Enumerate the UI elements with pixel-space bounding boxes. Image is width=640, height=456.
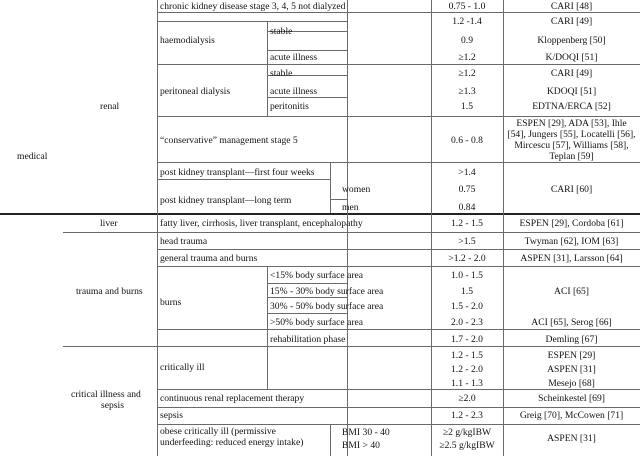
table-cell: Teplan [59] <box>549 151 594 162</box>
table-cell: <15% body surface area <box>270 270 364 281</box>
table-cell: CARI [49] <box>550 68 593 79</box>
table-cell: post kidney transplant—long term <box>160 195 292 206</box>
table-rule-h <box>157 329 640 330</box>
table-rule-h <box>157 266 640 267</box>
table-cell: general trauma and burns <box>160 253 258 264</box>
table-cell: burns <box>160 297 182 308</box>
table-rule-h <box>330 199 347 200</box>
table-rule-h <box>157 407 640 408</box>
table-cell: Mesejo [68] <box>548 378 595 389</box>
table-rule-h <box>157 424 640 425</box>
table-cell: 1.7 - 2.0 <box>451 334 483 345</box>
table-cell: ≥2.0 <box>458 393 476 404</box>
table-cell: ACI [65], Serog [66] <box>531 317 612 328</box>
table-cell: >1.5 <box>458 236 476 247</box>
table-cell: 1.2 - 2.3 <box>451 410 483 421</box>
table-rule-v <box>267 266 268 346</box>
table-cell: 1.1 - 1.3 <box>451 378 483 389</box>
table-cell: 1.0 - 1.5 <box>451 270 483 281</box>
table-rule-h <box>157 12 640 13</box>
table-cell: ASPEN [31] <box>547 433 596 444</box>
table-cell: 0.75 - 1.0 <box>448 1 486 12</box>
table-cell: 1.2 - 2.0 <box>451 364 483 375</box>
table-cell: ESPEN [29] <box>547 350 596 361</box>
table-rule-v <box>330 424 331 456</box>
table-cell: CARI [49] <box>550 16 593 27</box>
table-cell: Greig [70], McCowen [71] <box>519 410 624 421</box>
table-rule-v <box>267 346 268 389</box>
table-cell: sepsis <box>101 400 124 411</box>
table-cell: stable <box>270 26 293 37</box>
table-rule-h <box>267 297 347 298</box>
table-cell: CARI [48] <box>550 1 593 12</box>
table-cell: Demling [67] <box>545 334 598 345</box>
table-rule-v <box>267 21 268 64</box>
table-cell: Kloppenberg [50] <box>537 35 606 46</box>
table-cell: sepsis <box>160 410 183 421</box>
table-rule-h <box>157 21 347 22</box>
table-cell: head trauma <box>160 236 208 247</box>
table-cell: 1.2 - 1.5 <box>451 350 483 361</box>
table-cell: BMI > 40 <box>342 440 380 451</box>
table-cell: 0.6 - 0.8 <box>451 135 483 146</box>
table-cell: CARI [60] <box>550 184 593 195</box>
table-cell: acute illness <box>270 86 318 97</box>
table-rule-h <box>157 389 640 390</box>
table-rule-h <box>157 179 330 180</box>
table-cell: stable <box>270 68 293 79</box>
table-cell: ASPEN [31], Larsson [64] <box>520 253 623 264</box>
table-cell: “conservative” management stage 5 <box>160 135 298 146</box>
table-cell: ≥2.5 g/kgIBW <box>439 440 495 451</box>
table-cell: >1.4 <box>458 167 476 178</box>
table-cell: women <box>342 184 371 195</box>
table-cell: critically ill <box>160 362 205 373</box>
table-cell: BMI 30 - 40 <box>342 427 390 438</box>
table-cell: peritonitis <box>270 101 309 112</box>
table-cell: 15% - 30% body surface area <box>270 286 384 297</box>
table-rule-v <box>157 0 158 456</box>
table-cell: K/DOQI [51] <box>545 52 598 63</box>
table-rule-h <box>267 50 347 51</box>
table-cell: peritoneal dialysis <box>160 86 231 97</box>
table-rule-v <box>267 64 268 116</box>
table-cell: 0.75 <box>458 184 476 195</box>
table-cell: medical <box>17 151 48 162</box>
table-rule-h <box>63 232 640 233</box>
table-cell: 2.0 - 2.3 <box>451 317 483 328</box>
table-cell: underfeeding: reduced energy intake) <box>160 437 304 448</box>
table-cell: trauma and burns <box>76 286 143 297</box>
table-cell: 1.2 -1.4 <box>452 16 482 27</box>
table-cell: Scheinkestel [69] <box>538 393 605 404</box>
table-cell: 1.2 - 1.5 <box>451 218 483 229</box>
table-cell: rehabilitation phase <box>270 334 346 345</box>
table-cell: critical illness and <box>71 389 141 400</box>
table-rule-v <box>330 162 331 213</box>
table-cell: chronic kidney disease stage 3, 4, 5 not dialyzed <box>160 1 346 12</box>
table-cell: [54], Jungers [55], Locatelli [56], <box>507 129 636 140</box>
table-rule-h <box>267 97 347 98</box>
table-cell: ≥2 g/kgIBW <box>442 427 492 438</box>
table-cell: fatty liver, cirrhosis, liver transplant, encephalopathy <box>160 218 363 229</box>
table-cell: 1.5 <box>461 101 473 112</box>
table-cell: ASPEN [31] <box>547 364 596 375</box>
table-rule-h <box>63 346 640 347</box>
table-cell: obese critically ill (permissive <box>160 426 276 437</box>
table-rule-h <box>267 313 347 314</box>
table-cell: liver <box>100 218 118 229</box>
table-cell: Twyman [62], IOM [63] <box>524 236 619 247</box>
table-cell: 30% - 50% body surface area <box>270 301 384 312</box>
table-cell: ACI [65] <box>554 286 589 297</box>
table-cell: ESPEN [29], ADA [53], Ihle <box>516 118 627 129</box>
table-cell: continuous renal replacement therapy <box>160 393 305 404</box>
table-cell: haemodialysis <box>160 35 215 46</box>
table-cell: post kidney transplant—first four weeks <box>160 167 315 178</box>
table-cell: KDOQI [51] <box>546 86 597 97</box>
table-cell: ≥1.3 <box>458 86 476 97</box>
table-rule-h <box>157 162 640 163</box>
table-cell: >1.2 - 2.0 <box>448 253 486 264</box>
table-rule-h <box>157 64 640 65</box>
table-cell: 0.84 <box>458 202 476 213</box>
section-divider <box>0 213 640 215</box>
table-cell: renal <box>100 101 120 112</box>
table-rule-h <box>267 283 347 284</box>
table-cell: ESPEN [29], Cordoba [61] <box>519 218 624 229</box>
table-cell: >50% body surface area <box>270 317 364 328</box>
table-cell: men <box>342 202 359 213</box>
table-cell: EDTNA/ERCA [52] <box>532 101 611 112</box>
table-cell: acute illness <box>270 52 318 63</box>
table-cell: ≥1.2 <box>458 68 476 79</box>
table-cell: 1.5 <box>461 286 473 297</box>
table-rule-h <box>157 249 640 250</box>
table-rule-h <box>157 116 640 117</box>
table-cell: 1.5 - 2.0 <box>451 301 483 312</box>
table-cell: 0.9 <box>461 35 473 46</box>
table-cell: Mircescu [57], Williams [58], <box>514 140 629 151</box>
table-cell: ≥1.2 <box>458 52 476 63</box>
